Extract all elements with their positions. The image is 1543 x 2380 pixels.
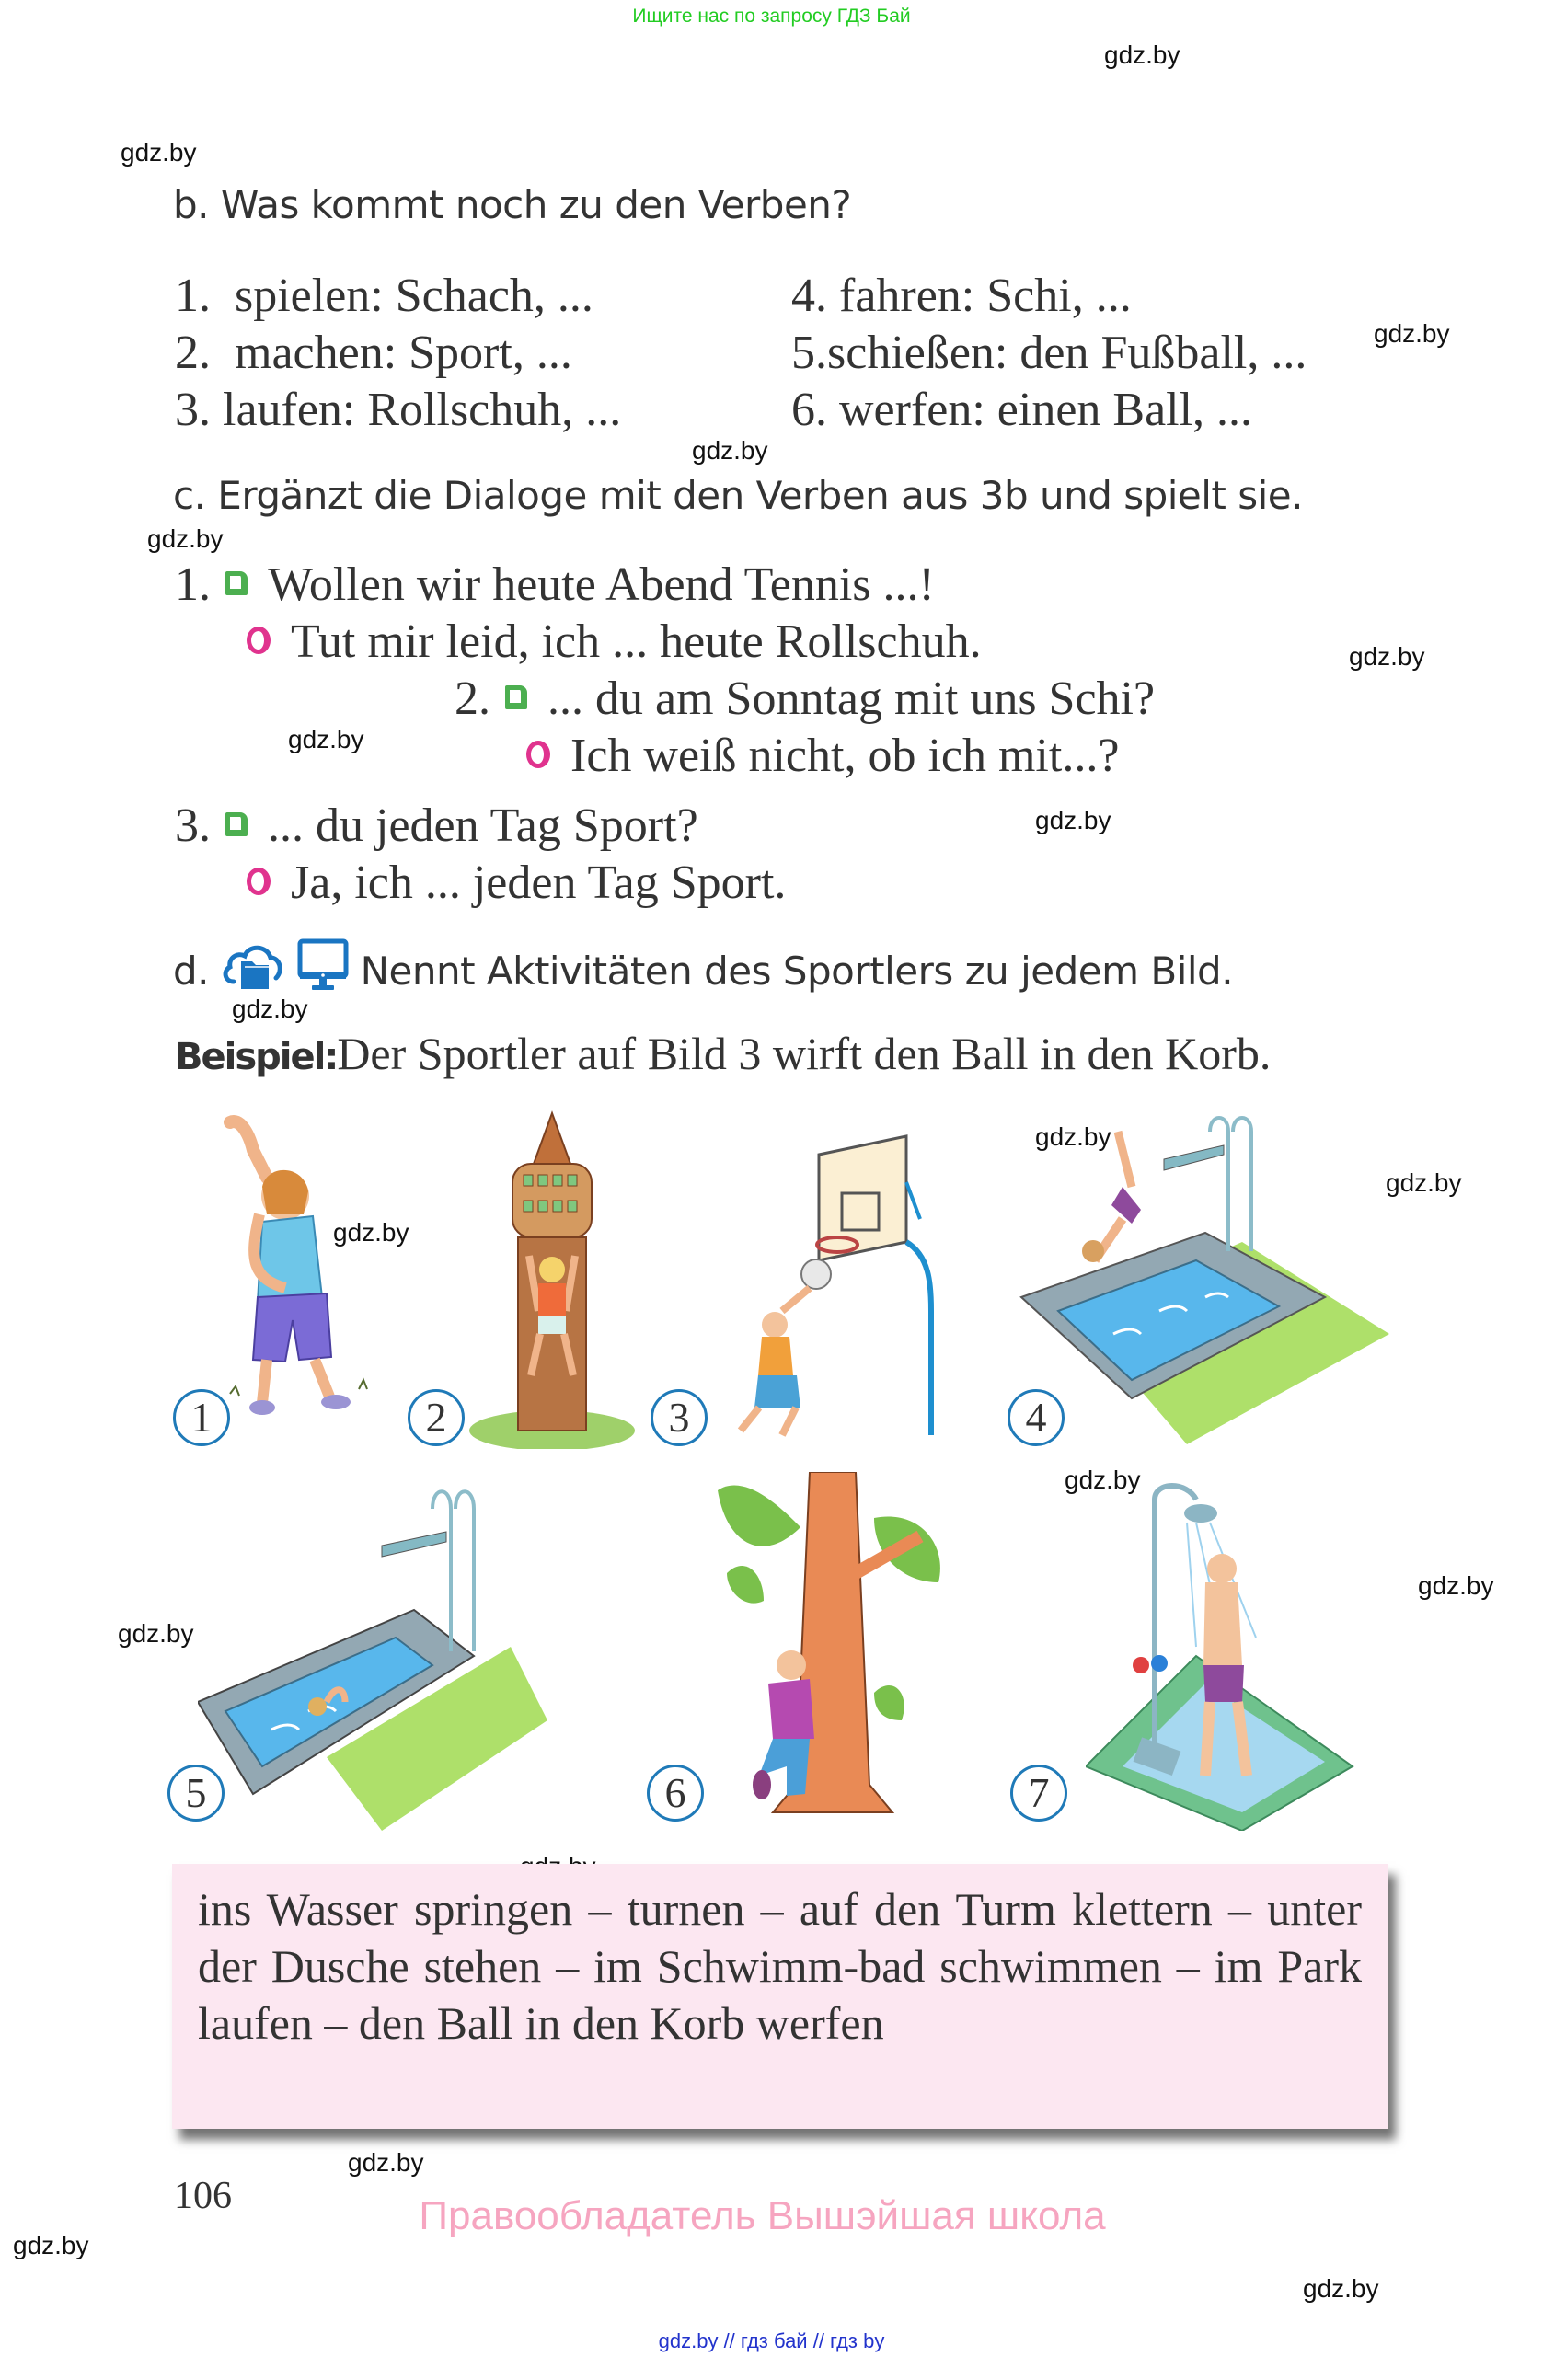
picture-number-3: 3 <box>651 1389 708 1446</box>
question-marker-icon <box>225 812 248 836</box>
picture-number-5: 5 <box>167 1765 225 1822</box>
picture-gymnastics <box>212 1113 396 1417</box>
footer-links[interactable]: gdz.by // гдз бай // гдз by <box>658 2329 885 2352</box>
monitor-icon <box>297 938 349 998</box>
verb-item-5: 5.schießen: den Fußball, ... <box>791 327 1307 379</box>
answer-marker-icon <box>247 627 271 654</box>
picture-number-2: 2 <box>408 1389 465 1446</box>
dialog-1-answer: Tut mir leid, ich ... heute Rollschuh. <box>247 618 982 666</box>
dialog-3-question: 3. ... du jeden Tag Sport? <box>175 799 698 852</box>
picture-number-6: 6 <box>647 1765 704 1822</box>
page-number: 106 <box>174 2175 232 2217</box>
watermark: gdz.by <box>232 995 308 1023</box>
question-marker-icon <box>505 685 527 709</box>
watermark: gdz.by <box>333 1218 409 1247</box>
watermark: gdz.by <box>147 524 224 553</box>
picture-swimming <box>198 1481 547 1831</box>
picture-number-4: 4 <box>1008 1389 1065 1446</box>
word-box <box>172 1864 1388 2129</box>
cloud-folder-icon <box>221 939 285 997</box>
picture-number-7: 7 <box>1010 1765 1067 1822</box>
dialog-2-answer: Ich weiß nicht, ob ich mit...? <box>526 732 1119 780</box>
verb-item-1: 1. spielen: Schach, ... <box>175 270 593 322</box>
watermark: gdz.by <box>1418 1571 1494 1600</box>
section-b-heading: b. Was kommt noch zu den Verben? <box>173 182 852 227</box>
watermark: gdz.by <box>1065 1466 1141 1494</box>
verb-item-2: 2. machen: Sport, ... <box>175 327 572 379</box>
word-box-text: ins Wasser springen – turnen – auf den Turm klettern – unter der Dusche stehen – im Schwimm-bad schwimmen – im Park laufen – den Ball in den Korb werfen <box>198 1883 1362 2049</box>
watermark: gdz.by <box>13 2231 89 2259</box>
picture-park-running <box>708 1472 985 1822</box>
search-hint: Ищите нас по запросу ГДЗ Бай <box>632 6 911 27</box>
answer-marker-icon <box>247 868 271 895</box>
watermark: gdz.by <box>1303 2274 1379 2303</box>
watermark: gdz.by <box>1035 806 1111 834</box>
watermark: gdz.by <box>1374 319 1450 348</box>
verb-item-3: 3. laufen: Rollschuh, ... <box>175 384 622 436</box>
watermark: gdz.by <box>121 138 197 167</box>
picture-diving <box>1003 1113 1408 1444</box>
picture-basketball <box>718 1127 994 1444</box>
watermark: gdz.by <box>1349 642 1425 671</box>
picture-tower-climbing <box>465 1109 639 1449</box>
answer-marker-icon <box>526 741 550 768</box>
watermark: gdz.by <box>1035 1122 1111 1151</box>
watermark: gdz.by <box>1386 1168 1462 1197</box>
watermark: gdz.by <box>118 1619 194 1648</box>
copyright-notice: Правообладатель Вышэйшая школа <box>419 2193 1106 2238</box>
dialog-3-answer: Ja, ich ... jeden Tag Sport. <box>247 859 786 907</box>
dialog-1-question: 1. Wollen wir heute Abend Tennis ...! <box>175 558 935 611</box>
section-c-heading: c. Ergänzt die Dialoge mit den Verben aus 3b und spielt sie. <box>173 473 1303 518</box>
verb-item-6: 6. werfen: einen Ball, ... <box>791 384 1253 436</box>
watermark: gdz.by <box>348 2148 424 2177</box>
question-marker-icon <box>225 571 248 595</box>
watermark: gdz.by <box>288 725 364 753</box>
picture-number-1: 1 <box>173 1389 230 1446</box>
watermark: gdz.by <box>1104 40 1180 69</box>
dialog-2-question: 2. ... du am Sonntag mit uns Schi? <box>455 673 1156 725</box>
example-line: Beispiel:Der Sportler auf Bild 3 wirft den Ball in den Korb. <box>175 1028 1272 1079</box>
watermark: gdz.by <box>692 436 768 465</box>
section-d-heading: d. Nennt Aktivitäten des Sportlers zu jedem Bild. <box>173 944 1233 1004</box>
picture-shower <box>1086 1481 1362 1831</box>
verb-item-4: 4. fahren: Schi, ... <box>791 270 1132 322</box>
